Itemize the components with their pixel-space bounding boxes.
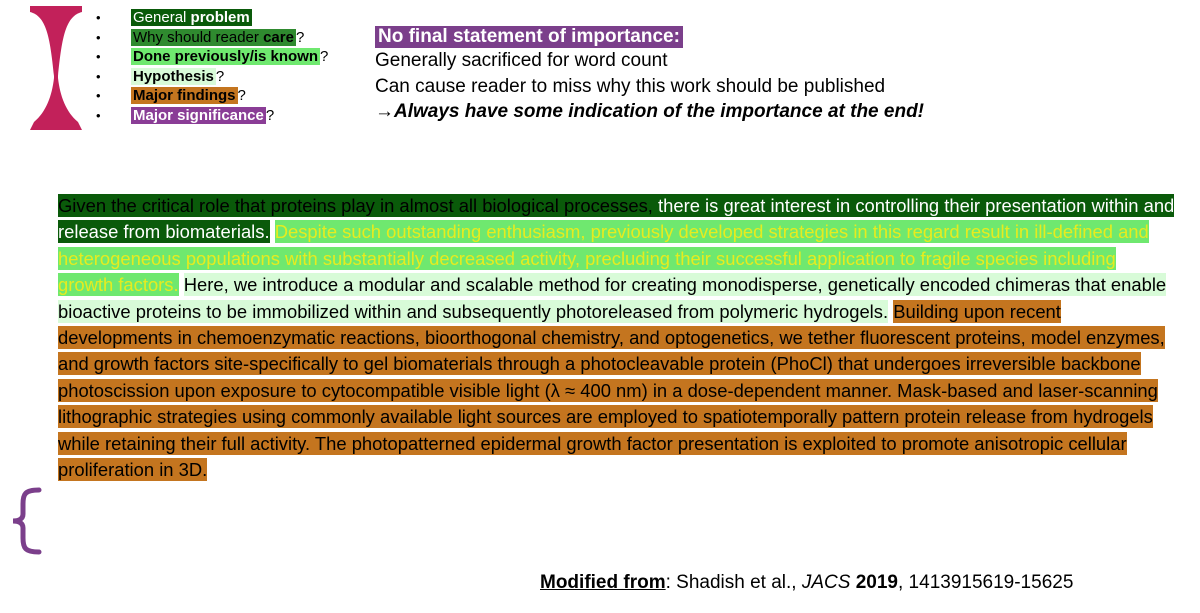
abstract-general-problem: Given the critical role that proteins play in almost all biological processes,	[58, 195, 659, 216]
list-item: • Hypothesis ?	[96, 67, 225, 85]
item-hypothesis: Hypothesis	[133, 67, 214, 85]
citation: Modified from: Shadish et al., JACS 2019, 1413915619-15625	[540, 572, 1074, 593]
note-title: No final statement of importance:	[375, 26, 683, 48]
item-major-findings: Major findings	[133, 87, 236, 104]
list-item: • Done previously/is known ?	[96, 48, 329, 65]
note-line-word-count: Generally sacrificed for word count	[375, 50, 668, 71]
item-major-significance: Major significance	[133, 106, 264, 124]
abstract-hypothesis: Here, we introduce a modular and scalable method for creating monodisperse, genetically encoded chimeras that enable bioactive proteins to be immobilized within and subsequently photoreleased from polymeric hydrogels.	[58, 274, 1167, 322]
abstract-reader-care: there is great interest in controlling their presentation within and release from biomaterials.	[58, 195, 1175, 243]
abstract-major-findings: Building upon recent developments in chemoenzymatic reactions, bioorthogonal chemistry, and optogenetics, we tether fluorescent proteins, model enzymes, and growth factors site-specifically to gel biomaterials through a photocleavable protein (PhoCl) that undergoes irreversible backbone photoscission upon exposure to cytocompatible visible light (λ ≈ 400 nm) in a dose-dependent manner. Mask-based and laser-scanning lithographic strategies using commonly available light sources are employed to spatiotemporally pattern protein release from hydrogels while retaining their full activity. The photopatterned epidermal growth factor presentation is exploited to promote anisotropic cellular proliferation in 3D.	[58, 300, 1165, 481]
abstract-done-previously: Despite such outstanding enthusiasm, previously developed strategies in this regard result in ill-defined and heterogeneous populations with substantially decreased activity, precluding their successful application to fragile species including growth factors.	[58, 221, 1149, 296]
hourglass-funnel-icon	[30, 6, 82, 130]
note-conclusion: →Always have some indication of the importance at the end!	[375, 101, 924, 122]
abstract-paragraph	[58, 193, 1176, 483]
importance-note	[375, 26, 924, 124]
item-reader-care: Why should reader care	[133, 28, 294, 46]
structure-checklist	[96, 8, 328, 125]
item-general-problem: General problem	[133, 9, 250, 26]
list-item: • Major findings ?	[96, 87, 246, 104]
curly-brace-icon	[5, 486, 45, 556]
item-done-previously: Done previously/is known	[133, 48, 319, 65]
note-line-reader-miss: Can cause reader to miss why this work should be published	[375, 76, 886, 97]
list-item: • Why should reader care ?	[96, 28, 305, 46]
list-item: • General problem	[96, 9, 250, 26]
list-item: • Major significance ?	[96, 106, 275, 124]
arrow-icon: →	[375, 101, 394, 122]
